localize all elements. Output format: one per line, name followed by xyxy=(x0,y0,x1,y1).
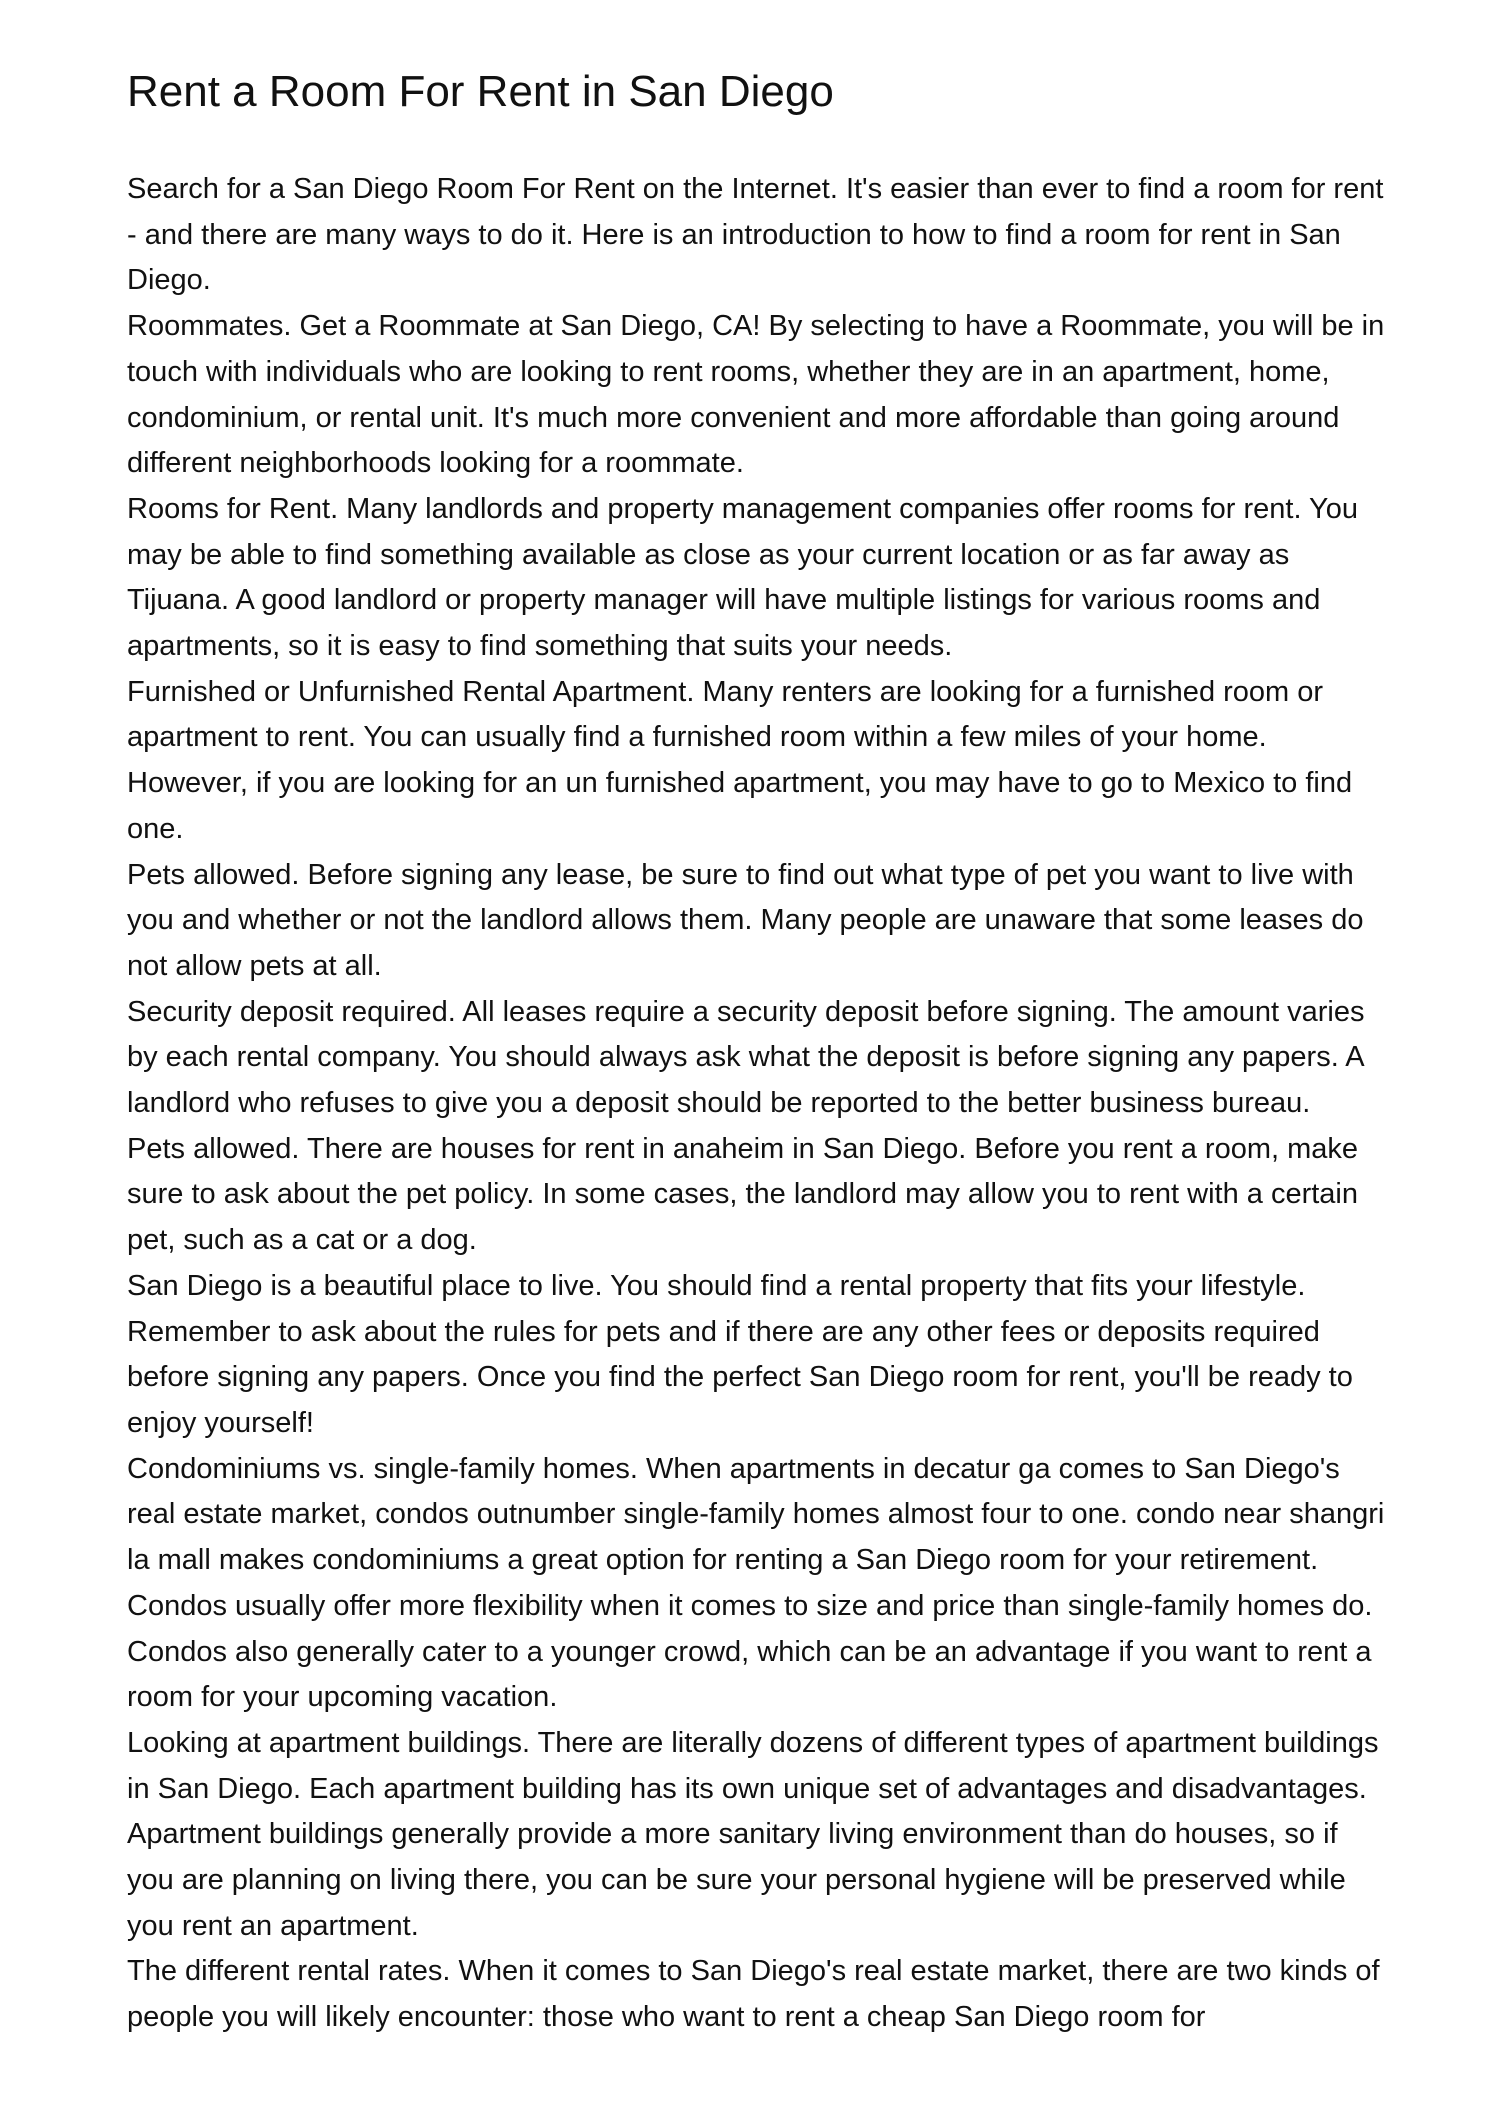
page-title: Rent a Room For Rent in San Diego xyxy=(127,67,834,116)
paragraph-condominiums: Condominiums vs. single-family homes. When apartments in decatur ga comes to San Diego's real estate market, condos outnumber single-family homes almost four to one. condo near shangri la mall makes condominiums a great option for renting a San Diego room for your retirement. Condos usually offer more flexibility when it comes to size and price than single-family homes do. Condos also generally cater to a younger crowd, which can be an advantage if you want to rent a room for your upcoming vacation. xyxy=(127,1452,1385,1714)
paragraph-pets-policy: Pets allowed. There are houses for rent in anaheim in San Diego. Before you rent a room, make sure to ask about the pet policy. In some cases, the landlord may allow you to rent with a certain pet, such as a cat or a dog. xyxy=(127,1132,1359,1257)
paragraph-rooms-for-rent: Rooms for Rent. Many landlords and property management companies offer rooms for rent. You may be able to find something available as close as your current location or as far away as Tijuana. A good landlord or property manager will have multiple listings for various rooms and apartments, so it is easy to find something that suits your needs. xyxy=(127,492,1358,663)
document-body xyxy=(127,167,1387,2041)
paragraph-apartment-buildings: Looking at apartment buildings. There are literally dozens of different types of apartment buildings in San Diego. Each apartment building has its own unique set of advantages and disadvantages. Apartment buildings generally provide a more sanitary living environment than do houses, so if you are planning on living there, you can be sure your personal hygiene will be preserved while you rent an apartment. xyxy=(127,1726,1379,1942)
paragraph-san-diego: San Diego is a beautiful place to live. You should find a rental property that fits your lifestyle. Remember to ask about the rules for pets and if there are any other fees or deposits required before signing any papers. Once you find the perfect San Diego room for rent, you'll be ready to enjoy yourself! xyxy=(127,1269,1353,1439)
paragraph-intro: Search for a San Diego Room For Rent on the Internet. It's easier than ever to find a room for rent - and there are many ways to do it. Here is an introduction to how to find a room for rent in San Diego. xyxy=(127,173,1384,297)
paragraph-roommates: Roommates. Get a Roommate at San Diego, CA! By selecting to have a Roommate, you will be in touch with individuals who are looking to rent rooms, whether they are in an apartment, home, condominium, or rental unit. It's much more convenient and more affordable than going around different neighborhoods looking for a roommate. xyxy=(127,310,1385,480)
paragraph-rental-rates: The different rental rates. When it comes to San Diego's real estate market, there are two kinds of people you will likely encounter: those who want to rent a cheap San Diego room for xyxy=(127,1955,1380,2034)
paragraph-furnished: Furnished or Unfurnished Rental Apartment. Many renters are looking for a furnished room or apartment to rent. You can usually find a furnished room within a few miles of your home. However, if you are looking for an un furnished apartment, you may have to go to Mexico to find one. xyxy=(127,675,1353,845)
paragraph-pets-lease: Pets allowed. Before signing any lease, be sure to find out what type of pet you want to live with you and whether or not the landlord allows them. Many people are unaware that some leases do not allow pets at all. xyxy=(127,858,1364,982)
paragraph-security-deposit: Security deposit required. All leases require a security deposit before signing. The amount varies by each rental company. You should always ask what the deposit is before signing any papers. A landlord who refuses to give you a deposit should be reported to the better business bureau. xyxy=(127,995,1365,1120)
